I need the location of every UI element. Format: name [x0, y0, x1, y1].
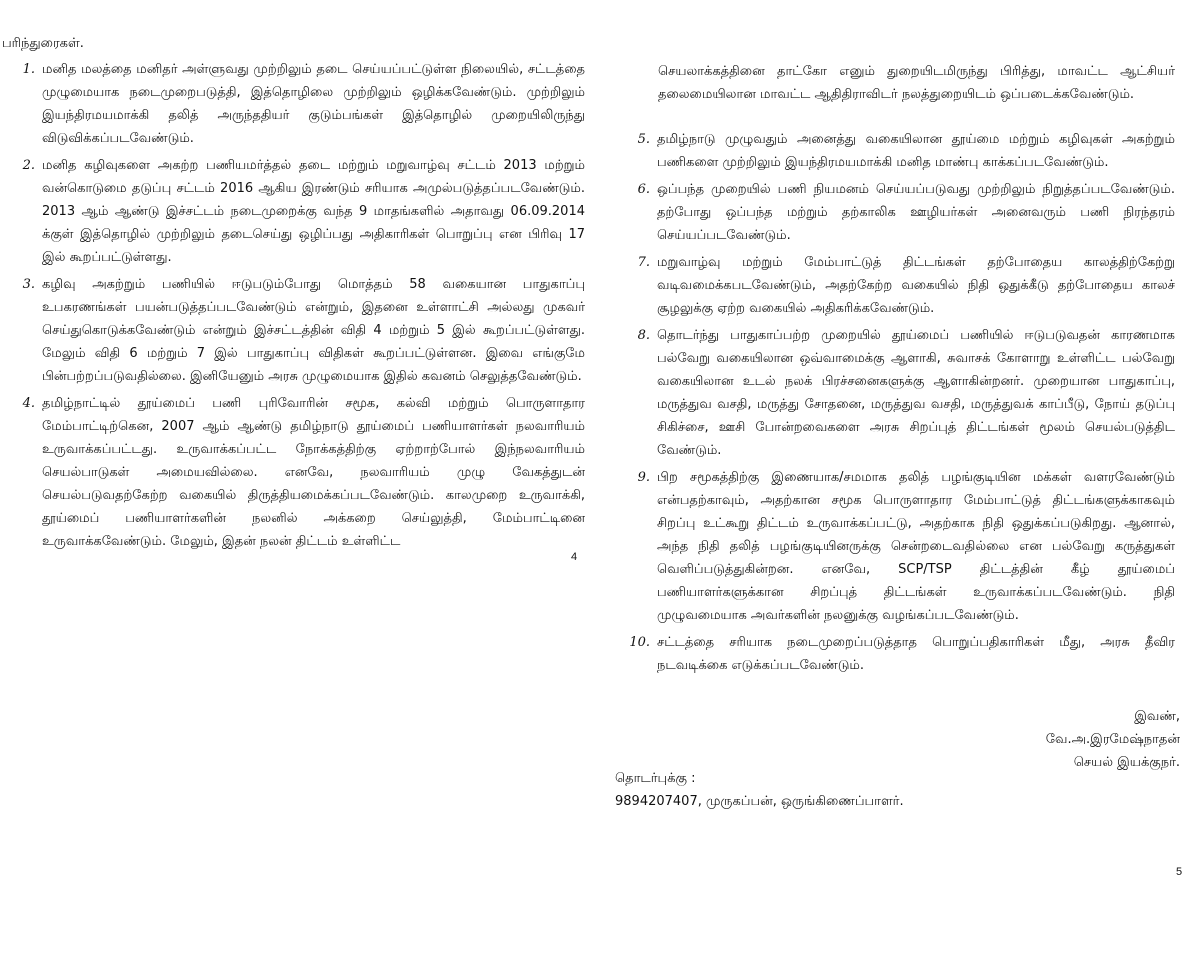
list-item: [10, 392, 585, 553]
item-text: பிற சமூகத்திற்கு இணையாக/சமமாக தலித் பழங்குடியின மக்கள் வளரவேண்டும் என்பதற்காவும், அதற்கான சமூக பொருளாதார மேம்பாட்டுத் திட்டங்களுக்காகவும் சிறப்பு உட்கூறு திட்டம் உருவாக்கப்பட்டு, அதற்காக நிதி ஒதுக்கப்படுகிறது. ஆனால், அந்த நிதி தலித் பழங்குடியினருக்கு சென்றடைவதில்லை என பல்வேறு கருத்துகள் வெளிப்படுத்துகின்றன. எனவே, SCP/TSP திட்டத்தின் கீழ் தூய்மைப் பணியாளர்களுக்கான சிறப்புத் திட்டங்கள் உருவாக்கப்படவேண்டும். நிதி முழுவமையாக அவர்களின் நலனுக்கு வழங்கப்படவேண்டும்.: [657, 470, 1175, 623]
closing-text: இவண்,: [1134, 709, 1180, 724]
item-text: மறுவாழ்வு மற்றும் மேம்பாட்டுத் திட்டங்கள் தற்போதைய காலத்திற்கேற்று வடிவமைக்கபடவேண்டும், அதற்கேற்ற வகையில் நிதி ஒதுக்கீடு தற்போதைய காலச் சூழலுக்கு ஏற்ற வகையில் அதிகரிக்கவேண்டும்.: [657, 255, 1175, 316]
item-number: 5.: [637, 132, 650, 147]
signature-block: [980, 705, 1180, 774]
item-text: மனித கழிவுகளை அகற்ற பணியமர்த்தல் தடை மற்றும் மறுவாழ்வு சட்டம் 2013 மற்றும் வன்கொடுமை தடுப்பு சட்டம் 2016 ஆகிய இரண்டும் சரியாக அமுல்படுத்தப்படவேண்டும். 2013 ஆம் ஆண்டு இச்சட்டம் நடைமுறைக்கு வந்த 9 மாதங்களில் அதாவது 06.09.2014 க்குள் இத்தொழில் முற்றிலும் தடைசெய்து ஒழிப்பது அதிகாரிகள் பொறுப்பு என பிரிவு 17 இல் கூறப்பட்டுள்ளது.: [42, 158, 585, 265]
right-recommendations-list: [625, 128, 1175, 681]
item-number: 7.: [637, 255, 650, 270]
item-number: 10.: [629, 635, 650, 650]
contact-details: 9894207407, முருகப்பன், ஒருங்கிணைப்பாளர்.: [615, 794, 904, 809]
list-item: [10, 154, 585, 269]
signatory-name: வே.அ.இரமேஷ்நாதன்: [1045, 732, 1180, 747]
list-item: [625, 631, 1175, 677]
item-number: 3.: [22, 277, 35, 292]
item-text: சட்டத்தை சரியாக நடைமுறைப்படுத்தாத பொறுப்பதிகாரிகள் மீது, அரசு தீவிர நடவடிக்கை எடுக்கப்படவேண்டும்.: [657, 635, 1175, 673]
contact-label: தொடர்புக்கு :: [615, 771, 696, 786]
item-number: 2.: [22, 158, 35, 173]
item-text: தமிழ்நாட்டில் தூய்மைப் பணி புரிவோரின் சமூக, கல்வி மற்றும் பொருளாதார மேம்பாட்டிற்கென, 2007 ஆம் ஆண்டு தமிழ்நாடு தூய்மைப் பணியாளர்கள் நலவாரியம் உருவாக்கப்பட்டது. உருவாக்கப்பட்ட நோக்கத்திற்கு ஏற்றாற்போல் இந்நலவாரியம் செயல்பாடுகள் அமையவில்லை. எனவே, நலவாரியம் முழு வேகத்துடன் செயல்படுவதற்கேற்ற வகையில் திருத்தியமைக்கப்படவேண்டும். காலமுறை உருவாக்கி, தூய்மைப் பணியாளர்களின் நலனில் அக்கறை செய்லுத்தி, மேம்பாட்டினை உருவாக்கவேண்டும். மேலும், இதன் நலன் திட்டம் உள்ளிட்ட: [42, 396, 585, 549]
item-text: மனித மலத்தை மனிதர் அள்ளுவது முற்றிலும் தடை செய்யப்பட்டுள்ள நிலையில், சட்டத்தை முழுமையாக நடைமுறைபடுத்தி, இத்தொழிலை முற்றிலும் ஒழிக்கவேண்டும். முற்றிலும் இயந்திரமயமாக்கி தலித் அருந்ததியர் குடும்பங்கள் இத்தொழில் முறையிலிருந்து விடுவிக்கப்படவேண்டும்.: [42, 62, 585, 146]
item-text: தமிழ்நாடு முழுவதும் அனைத்து வகையிலான தூய்மை மற்றும் கழிவுகள் அகற்றும் பணிகளை முற்றிலும் இயந்திரமயமாக்கி மனித மாண்பு காக்கப்படவேண்டும்.: [657, 132, 1175, 170]
list-item: [625, 324, 1175, 462]
list-item: [625, 128, 1175, 174]
item-number: 1.: [22, 62, 35, 77]
page-number-right: 5: [1176, 866, 1183, 878]
contact-block: [615, 767, 904, 813]
left-recommendations-list: [10, 58, 585, 557]
list-item: [625, 251, 1175, 320]
list-item: [10, 273, 585, 388]
list-item: [625, 178, 1175, 247]
recommendations-heading: பரிந்துரைகள்.: [2, 36, 84, 51]
item-number: 8.: [637, 328, 650, 343]
item-number: 6.: [637, 182, 650, 197]
list-item: [625, 466, 1175, 627]
page-number-left: 4: [571, 551, 578, 563]
item-number: 9.: [637, 470, 650, 485]
item-number: 4.: [22, 396, 35, 411]
continuation-text: செயலாக்கத்தினை தாட்கோ எனும் துறையிடமிருந்து பிரித்து, மாவட்ட ஆட்சியர் தலைமையிலான மாவட்ட ஆதிதிராவிடர் நலத்துறையிடம் ஒப்படைக்கவேண்டும்.: [658, 64, 1175, 102]
item-text: ஒப்பந்த முறையில் பணி நியமனம் செய்யப்படுவது முற்றிலும் நிறுத்தப்படவேண்டும். தற்போது ஒப்பந்த மற்றும் தற்காலிக ஊழியர்கள் அனைவரும் பணி நிரந்தரம் செய்யப்படவேண்டும்.: [657, 182, 1175, 243]
list-item: [10, 58, 585, 150]
signatory-title: செயல் இயக்குநர்.: [1073, 755, 1180, 770]
item-text: தொடர்ந்து பாதுகாப்பற்ற முறையில் தூய்மைப் பணியில் ஈடுபடுவதன் காரணமாக பல்வேறு வகையிலான ஒவ்வாமைக்கு ஆளாகி, சுவாசக் கோளாறு உள்ளிட்ட பல்வேறு வகையிலான உடல் நலக் பிரச்சனைகளுக்கு ஆளாகின்றனர். முறையான பாதுகாப்பு, மருத்துவ வசதி, மருத்து சோதனை, மருத்துவ வசதி, மருத்துவக் காப்பீடு, நோய் தடுப்பு சிகிச்சை, ஊசி போன்றவைகளை அரசு சிறப்புத் திட்டங்கள் மூலம் செயல்படுத்திட வேண்டும்.: [657, 328, 1175, 458]
item-text: கழிவு அகற்றும் பணியில் ஈடுபடும்போது மொத்தம் 58 வகையான பாதுகாப்பு உபகரணங்கள் பயன்படுத்தப்படவேண்டும் என்றும், இதனை உள்ளாட்சி அல்லது முகவர் செய்துகொடுக்கவேண்டும் என்றும் இச்சட்டத்தின் விதி 4 மற்றும் 5 இல் கூறப்பட்டுள்ளது. மேலும் விதி 6 மற்றும் 7 இல் பாதுகாப்பு விதிகள் கூறப்பட்டுள்ளன. இவை எங்குமே பின்பற்றப்படுவதில்லை. இனியேனும் அரசு முழுமையாக இதில் கவனம் செலுத்தவேண்டும்.: [42, 277, 585, 384]
